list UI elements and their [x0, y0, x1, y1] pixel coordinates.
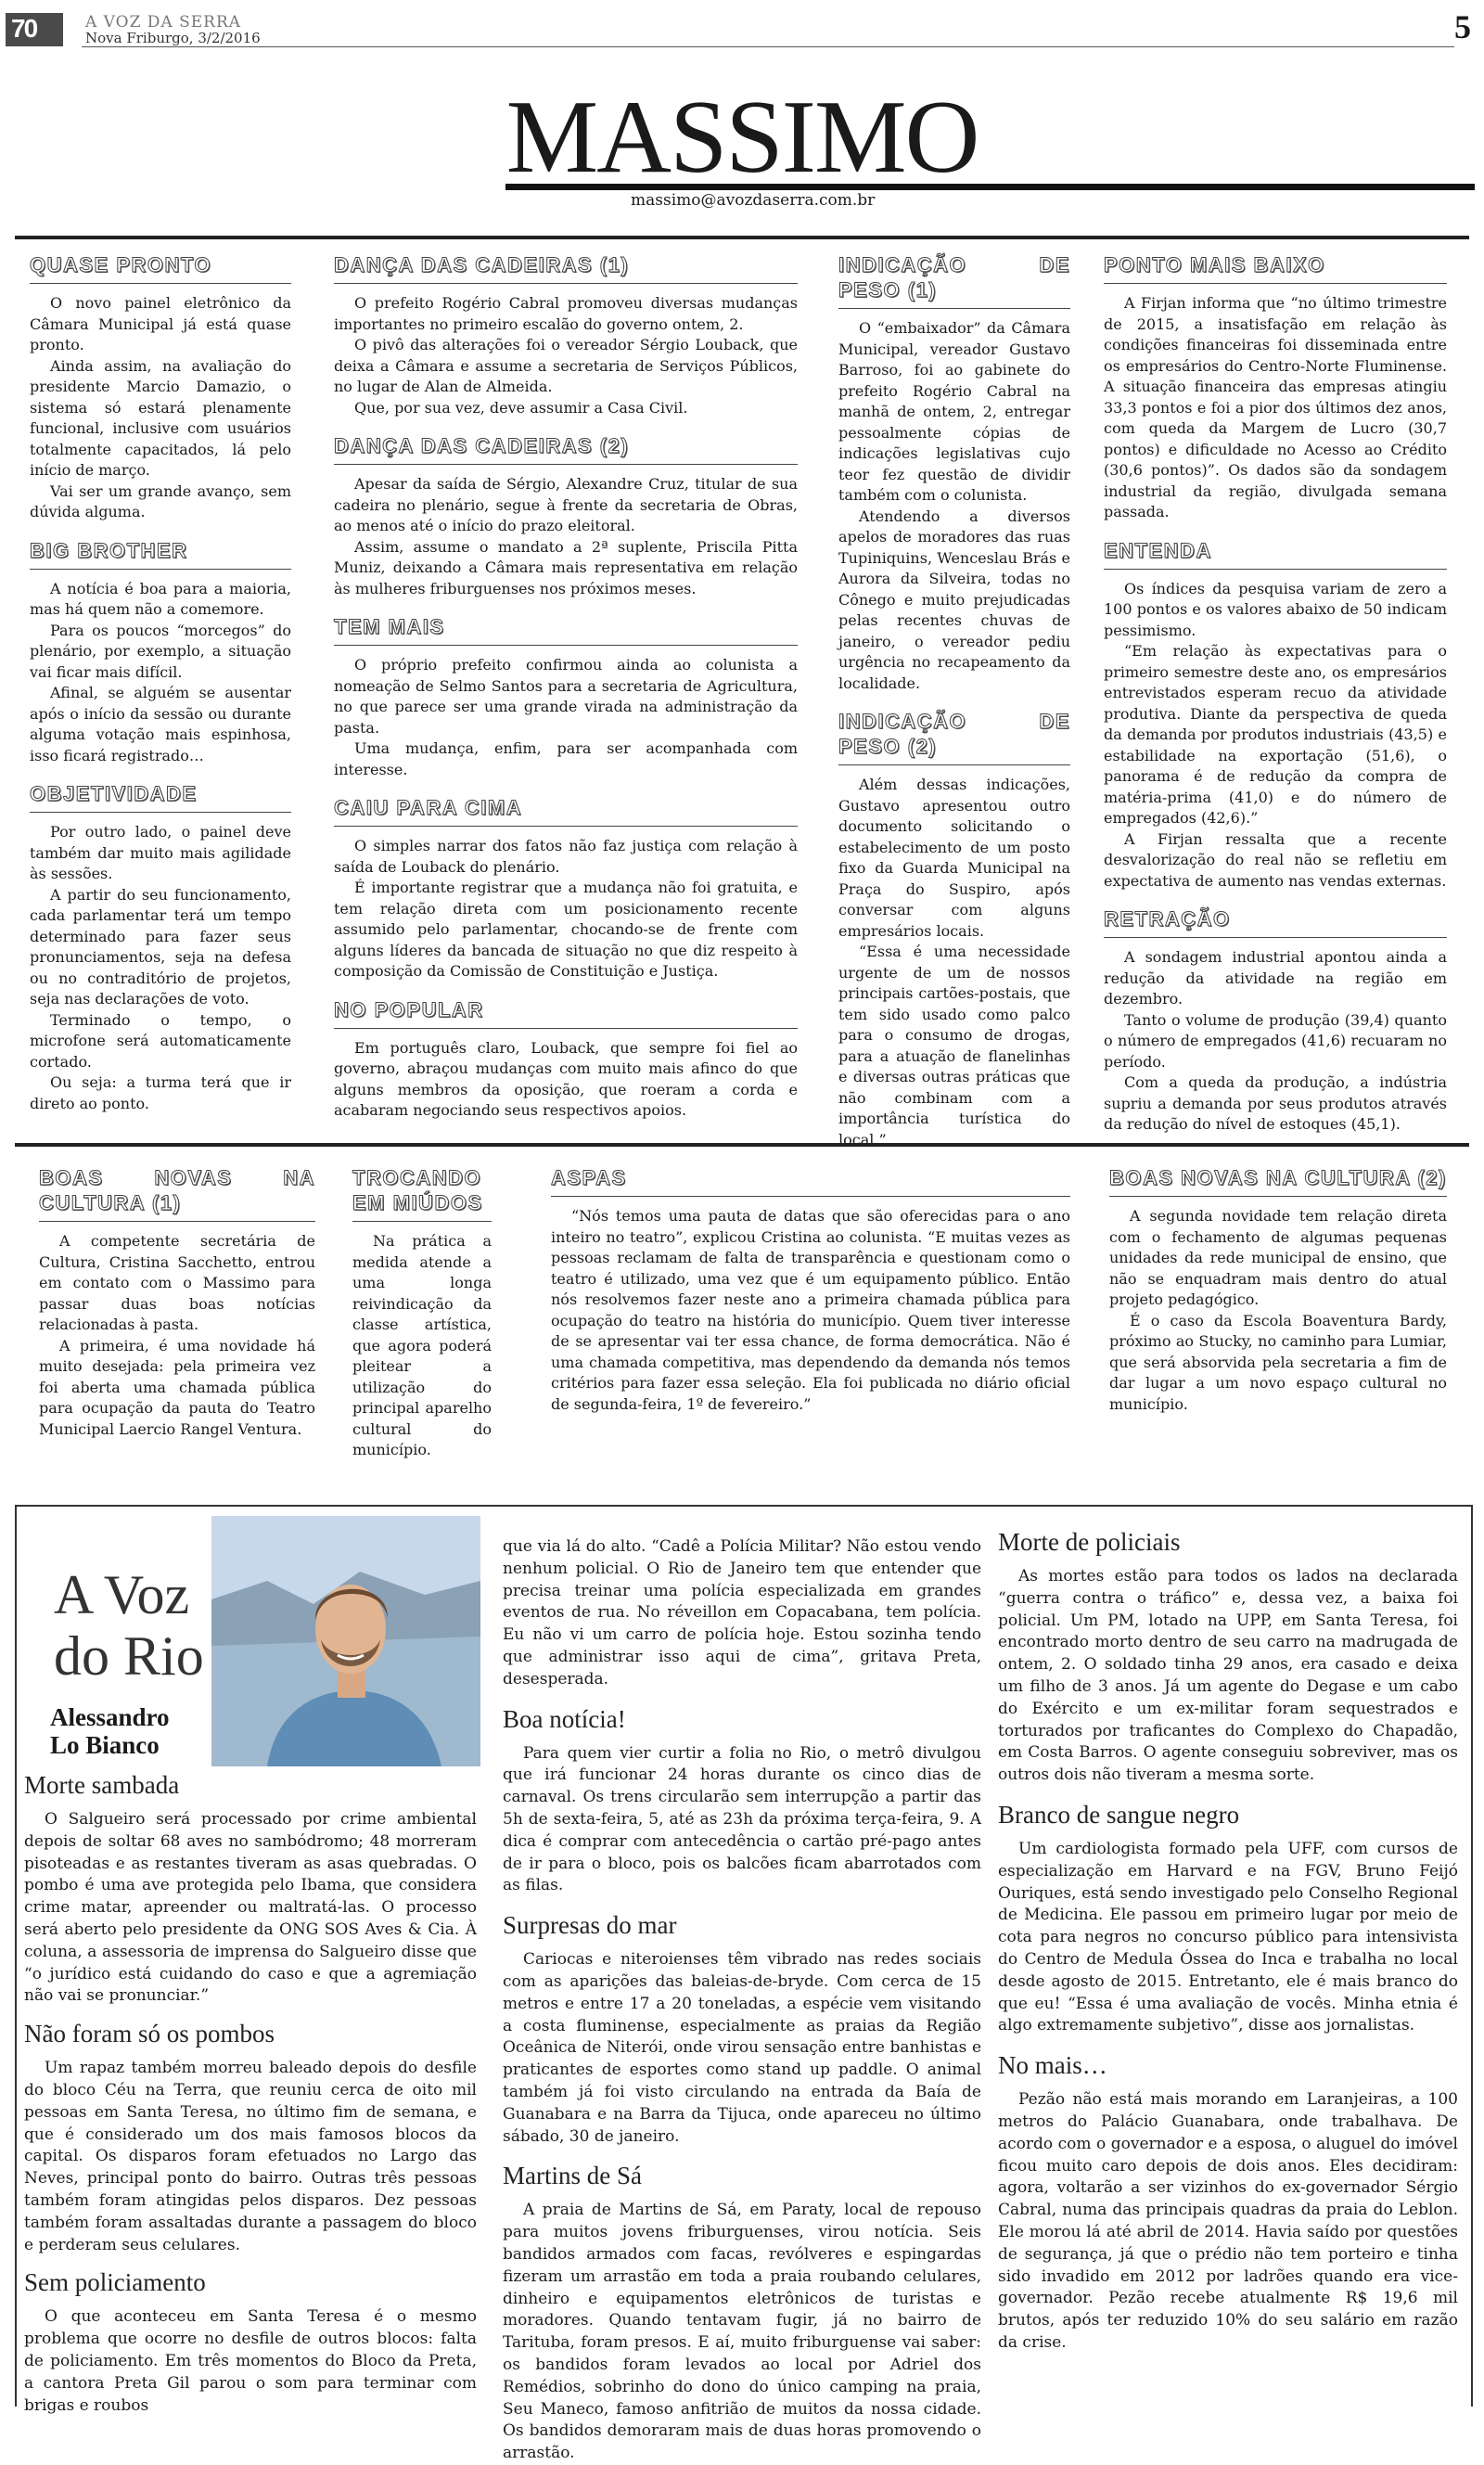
section-heading: BOAS NOVAS NA CULTURA (2)	[1109, 1166, 1447, 1189]
item-heading: Branco de sangue negro	[998, 1800, 1240, 1829]
paragraph: “Nós temos uma pauta de datas que são oferecidas para o ano inteiro no teatro”, explicou Cristina ao colunista. “E muitas vezes as pessoas reclamam de falta de transparência e questionam como o teatro é utilizado, uma vez que é um equipamento público. Então nós resolvemos fazer neste ano a primeira chamada pública para ocupação do teatro na história do município. Quem tiver interesse de se apresentar vai ter essa chance, de forma democrática. Não é uma chamada competitiva, mas dependendo da demanda nós temos critérios para fazer essa seleção. Ela foi publicada no diário oficial de segunda-feira, 1º de fevereiro.”	[551, 1207, 1070, 1413]
paragraph: “Em relação às expectativas para o primeiro semestre deste ano, os empresários entrevistados esperam recuo da atividade produtiva. Diante da perspectiva de queda da demanda por produtos industriais (43,5) e estabilidade na exportação (51,6), o panorama é de redução da compra de matéria-prima (41,0) e do número de empregados (42,6).”	[1104, 642, 1447, 827]
rio-item-nao-foram-so-os-pombos	[24, 2019, 477, 2256]
heading-rule	[334, 645, 798, 646]
paragraph: Apesar da saída de Sérgio, Alexandre Cruz, titular de sua cadeira no plenário, segue à frente da secretaria de Obras, ao menos até o início do prazo eleitoral.	[334, 475, 798, 534]
page-number: 5	[1454, 8, 1471, 45]
paragraph: Um rapaz também morreu baleado depois do desfile do bloco Céu na Terra, que reuniu cerca de oito mil pessoas em Santa Teresa, no último fim de semana, e que é considerado um dos mais famosos blocos da capital. Os disparos foram efetuados no Largo das Neves, principal ponto do bairro. Outras três pessoas também foram atingidas pelos disparos. Dez pessoas também foram assaltadas durante a passagem do bloco e perderam seus celulares.	[24, 2059, 477, 2254]
header-rule	[82, 46, 1454, 47]
paragraph: Um cardiologista formado pela UFF, com cursos de especialização em Harvard e na FGV, Bruno Feijó Ouriques, está sendo investigado pelo Conselho Regional de Medicina. Ele passou em primeiro lugar por meio de cota para negros no concurso público para intensivista do Centro de Medula Óssea do Inca e trabalha no local desde agosto de 2015. Entretanto, ele é mais branco do que eu! “Essa é uma avaliação de vocês. Minha etnia é algo extremamente subjetivo”, disse aos jornalistas.	[998, 1839, 1458, 2035]
paragraph: A segunda novidade tem relação direta com o fechamento de algumas pequenas unidades da rede municipal de ensino, que não se enquadram mais dentro do atual projeto pedagógico.	[1109, 1207, 1447, 1308]
paragraph: Com a queda da produção, a indústria supriu a demanda por seus produtos através da redução do nível de estoques (45,1).	[1104, 1073, 1447, 1133]
paragraph: As mortes estão para todos os lados na declarada “guerra contra o tráfico” e, dessa vez, a baixa foi policial. Um PM, lotado na UPP, em Santa Teresa, foi encontrado morto dentro de seu carro na madrugada de ontem, 2. O soldado tinha 29 anos, era casado e deixa um filho de 3 anos. Já um agente do Degase e um cabo do Exército e um ex-militar foram sequestrados e torturados por traficantes do Complexo do Chapadão, em Costa Barros. O agente conseguiu sobreviver, mas os outros dois não tiveram a mesma sorte.	[998, 1567, 1458, 1785]
section-danca-das-cadeiras-1	[334, 252, 798, 418]
heading-rule	[1104, 569, 1447, 570]
paragraph: Ou seja: a turma terá que ir direto ao ponto.	[30, 1073, 291, 1112]
newspaper-logo: 70	[6, 13, 63, 46]
item-heading: Não foram só os pombos	[24, 2020, 275, 2048]
paragraph: O que aconteceu em Santa Teresa é o mesmo problema que ocorre no desfile de outros blocos: falta de policiamento. Em três momentos do Bloco da Preta, a cantora Preta Gil parou o som para terminar com brigas e roubos	[24, 2307, 477, 2415]
paragraph: Na prática a medida atende a uma longa reivindicação da classe artística, que agora poderá pleitear a utilização do principal aparelho cultural do município.	[352, 1232, 492, 1458]
rio-item-surpresas-do-mar	[503, 1910, 981, 2148]
rio-item-morte-de-policiais	[998, 1527, 1458, 1787]
rio-column-a	[24, 1770, 477, 2417]
heading-rule	[30, 812, 291, 813]
section-entenda	[1104, 538, 1447, 892]
paragraph: O prefeito Rogério Cabral promoveu diversas mudanças importantes no primeiro escalão do governo ontem, 2.	[334, 294, 798, 333]
column-title: MASSIMO	[505, 80, 979, 195]
paragraph: Em português claro, Louback, que sempre foi fiel ao governo, abraçou mudanças com muito mais afinco do que alguns membros da oposição, que roeram a corda e acabaram negociando seus respectivos apoios.	[334, 1038, 798, 1119]
paragraph: A notícia é boa para a maioria, mas há quem não a comemore.	[30, 579, 291, 618]
paragraph: O novo painel eletrônico da Câmara Municipal já está quase pronto.	[30, 294, 291, 353]
rio-item-morte-sambada	[24, 1770, 477, 2008]
item-heading: Morte de policiais	[998, 1528, 1181, 1556]
section-heading: TEM MAIS	[334, 615, 445, 638]
paragraph: Ainda assim, na avaliação do presidente Marcio Damazio, o sistema só estará plenamente funcional, inclusive com usuários totalmente capacitados, lá pelo início de março.	[30, 356, 291, 479]
section-heading: BIG BROTHER	[30, 538, 188, 562]
section-indicacao-de-peso-2	[838, 709, 1070, 1150]
rio-item-no-mais	[998, 2050, 1458, 2355]
section-no-popular	[334, 997, 798, 1122]
paragraph: Além dessas indicações, Gustavo apresentou outro documento solicitando o estabelecimento de um posto fixo da Guarda Municipal na Praça do Suspiro, após conversar com alguns empresários locais.	[838, 776, 1070, 940]
paragraph: A praia de Martins de Sá, em Paraty, local de repouso para muitos jovens friburguenses, virou notícia. Seis bandidos armados com facas, revólveres e espingardas fizeram um arrastão em toda a praia roubando celulares, dinheiro e equipamentos eletrônicos de turistas e moradores. Quando tentavam fugir, já no bairro de Tarituba, foram presos. E aí, muito friburguense vai saber: os bandidos foram levados ao local por Adriel dos Remédios, sobrinho do dono do único camping na praia, Seu Maneco, famoso anfitrião de muitos da nossa cidade. Os bandidos demoraram mais de duas horas promovendo o arrastão.	[503, 2201, 981, 2463]
paragraph: Uma mudança, enfim, para ser acompanhada com interesse.	[334, 739, 798, 778]
section-quase-pronto	[30, 252, 291, 523]
column-2	[334, 252, 798, 1122]
author-photo	[211, 1516, 480, 1766]
paragraph: Atendendo a diversos apelos de moradores das ruas Tupiniquins, Wenceslau Brás e Aurora da Silveira, todas no Cônego e muito prejudicadas pelas recentes chuvas de janeiro, o vereador pediu urgência no recapeamento da localidade.	[838, 507, 1070, 692]
rio-column-title: A Voz do Rio	[54, 1564, 204, 1687]
section-retracao	[1104, 906, 1447, 1136]
paragraph: O próprio prefeito confirmou ainda ao colunista a nomeação de Selmo Santos para a secretaria de Agricultura, no que parece ser uma grande virada na administração da pasta.	[334, 656, 798, 737]
section-tem-mais	[334, 614, 798, 780]
paragraph: Que, por sua vez, deve assumir a Casa Civil.	[354, 398, 688, 417]
section-heading: ENTENDA	[1104, 538, 1212, 562]
item-heading: Sem policiamento	[24, 2268, 206, 2297]
section-aspas	[551, 1165, 1070, 1415]
heading-rule	[30, 283, 291, 284]
section-boas-novas-2	[1109, 1165, 1447, 1415]
section-heading: INDICAÇÃO DE PESO (2)	[838, 710, 1070, 758]
paragraph: A sondagem industrial apontou ainda a redução da atividade na região em dezembro.	[1104, 948, 1447, 1008]
section-danca-das-cadeiras-2	[334, 433, 798, 599]
paragraph: A Firjan ressalta que a recente desvalorização do real não se refletiu em expectativa de aumento nas vendas externas.	[1104, 829, 1447, 890]
heading-rule	[1109, 1196, 1447, 1197]
section-big-brother	[30, 538, 291, 767]
rio-item-continuation	[503, 1536, 981, 1691]
heading-rule	[838, 308, 1070, 309]
heading-rule	[838, 764, 1070, 765]
heading-rule	[352, 1221, 492, 1222]
section-heading: BOAS NOVAS NA CULTURA (1)	[39, 1166, 315, 1214]
heading-rule	[30, 569, 291, 570]
paragraph: O “embaixador” da Câmara Municipal, vereador Gustavo Barroso, foi ao gabinete do prefeito Rogério Cabral na manhã de ontem, 2, entregar pessoalmente cópias de indicações legislativas cujo teor fez questão de dividir também com o colunista.	[838, 319, 1070, 504]
paragraph: Para os poucos “morcegos” do plenário, por exemplo, a situação vai ficar mais difícil.	[30, 621, 291, 681]
dateline: Nova Friburgo, 3/2/2016	[85, 30, 261, 46]
section-heading: RETRAÇÃO	[1104, 907, 1231, 931]
title-rule	[505, 184, 1475, 190]
paragraph: É importante registrar que a mudança não foi gratuita, e tem relação direta com um posicionamento recente assumido pelo parlamentar, chocando-se de frente com alguns líderes da bancada de situação no que diz respeito à composição da Comissão de Constituição e Justiça.	[334, 879, 798, 980]
column-3	[838, 252, 1070, 1150]
section-ponto-mais-baixo	[1104, 252, 1447, 523]
section-trocando-em-miudos	[352, 1165, 492, 1461]
section-divider-middle	[15, 1143, 1469, 1147]
paragraph: Assim, assume o mandato a 2ª suplente, Priscila Pitta Muniz, deixando a Câmara mais representativa em relação às mulheres friburguenses nos próximos meses.	[334, 537, 798, 597]
rio-item-martins-de-sa	[503, 2161, 981, 2465]
item-heading: No mais…	[998, 2051, 1107, 2080]
paragraph: Pezão não está mais morando em Laranjeiras, a 100 metros do Palácio Guanabara, onde trabalhava. De acordo com o governador e a esposa, o aluguel do imóvel ficou muito caro depois de dois anos. Eles decidiram: agora, voltarão a ser vizinhos do ex-governador Sérgio Cabral, numa das principais quadras da praia do Leblon. Ele morou lá até abril de 2014. Havia saído por questões de segurança, já que o prédio não tem porteiro e tinha sido invadido em 2012 por ladrões quando era vice-governador. Pezão recebe atualmente R$ 19,6 mil brutos, após ter reduzido 10% do seu salário em razão da crise.	[998, 2090, 1458, 2352]
paragraph: O simples narrar dos fatos não faz justiça com relação à saída de Louback do plenário.	[334, 837, 798, 876]
section-heading: INDICAÇÃO DE PESO (1)	[838, 253, 1070, 302]
paragraph: A Firjan informa que “no último trimestre de 2015, a insatisfação em relação às condições financeiras foi disseminada entre os empresários do Centro-Norte Fluminense. A situação financeira das empresas atingiu 33,3 pontos e foi a pior dos últimos dez anos, com queda da Margem de Lucro (30,7 pontos) e dificuldade no Acesso ao Crédito (30,6 pontos)”. Os dados são da sondagem industrial da região, divulgada semana passada.	[1104, 294, 1447, 520]
item-heading: Martins de Sá	[503, 2162, 642, 2190]
paragraph: Terminado o tempo, o microfone será automaticamente cortado.	[30, 1010, 291, 1071]
heading-rule	[334, 283, 798, 284]
author-name: Alessandro Lo Bianco	[50, 1703, 170, 1759]
rio-column-c	[998, 1527, 1458, 2355]
paragraph: É o caso da Escola Boaventura Bardy, próximo ao Stucky, no caminho para Lumiar, que será absorvida pela secretaria a fim de dar lugar a um novo espaço cultural no município.	[1109, 1311, 1447, 1413]
author-portrait-icon	[211, 1516, 480, 1766]
paragraph: Por outro lado, o painel deve também dar muito mais agilidade às sessões.	[30, 823, 291, 882]
section-objetividade	[30, 781, 291, 1114]
heading-rule	[551, 1196, 1070, 1197]
section-caiu-para-cima	[334, 795, 798, 982]
heading-rule	[39, 1221, 315, 1222]
paragraph: O Salgueiro será processado por crime ambiental depois de soltar 68 aves no sambódromo; 48 morreram pisoteadas e as restantes tiveram as asas quebradas. O pombo é uma ave protegida pelo Ibama, que considera crime matar, apreender ou maltratá-las. O processo será aberto pelo presidente da ONG SOS Aves & Cia. À coluna, a assessoria de imprensa do Salgueiro disse que “o jurídico está cuidando do caso e que a agremiação não vai se pronunciar.”	[24, 1810, 477, 2006]
publication-name: A VOZ DA SERRA	[85, 13, 242, 32]
item-heading: Morte sambada	[24, 1771, 180, 1799]
item-heading: Surpresas do mar	[503, 1911, 677, 1940]
paragraph: Afinal, se alguém se ausentar após o início da sessão ou durante alguma votação mais espinhosa, isso ficará registrado…	[30, 684, 291, 764]
section-heading: CAIU PARA CIMA	[334, 796, 523, 819]
section-heading: NO POPULAR	[334, 997, 484, 1021]
paragraph: Tanto o volume de produção (39,4) quanto o número de empregados (41,6) recuaram no período.	[1104, 1010, 1447, 1071]
section-heading: DANÇA DAS CADEIRAS (2)	[334, 434, 630, 457]
section-heading: PONTO MAIS BAIXO	[1104, 253, 1325, 276]
section-divider-top	[15, 236, 1469, 239]
paragraph: que via lá do alto. “Cadê a Polícia Militar? Não estou vendo nenhum policial. O Rio de Janeiro tem que entender que precisa treinar uma polícia especializada em grandes eventos de rua. No réveillon em Copacabana, tem polícia. Eu não vi um carro de polícia hoje. Estou sozinha tendo que administrar isso aqui de cima”, gritava Preta, desesperada.	[503, 1537, 981, 1688]
section-indicacao-de-peso-1	[838, 252, 1070, 694]
paragraph: Para quem vier curtir a folia no Rio, o metrô divulgou que irá funcionar 24 horas durante os cinco dias de carnaval. Os trens circularão sem interrupção a partir das 5h de sexta-feira, 5, até as 23h da próxima terça-feira, 9. A dica é comprar com antecedência o cartão pré-pago antes de ir para o bloco, pois os balcões ficam abarrotados com as filas.	[503, 1743, 981, 1895]
rio-column-b	[503, 1536, 981, 2465]
paragraph: Os índices da pesquisa variam de zero a 100 pontos e os valores abaixo de 50 indicam pessimismo.	[1104, 579, 1447, 639]
heading-rule	[1104, 283, 1447, 284]
column-email[interactable]: massimo@avozdaserra.com.br	[631, 191, 876, 210]
heading-rule	[334, 826, 798, 827]
heading-rule	[334, 464, 798, 465]
section-heading: TROCANDO EM MIÚDOS	[352, 1166, 483, 1214]
section-heading: DANÇA DAS CADEIRAS (1)	[334, 253, 630, 276]
section-heading: QUASE PRONTO	[30, 253, 212, 276]
paragraph: Cariocas e niteroienses têm vibrado nas redes sociais com as aparições das baleias-de-bryde. Com cerca de 15 metros e entre 17 a 20 toneladas, a espécie vem visitando a costa fluminense, especialmente as praias da Região Oceânica de Niterói, onde virou sensação entre banhistas e praticantes de esportes como stand up paddle. O animal também já foi visto circulando na entrada da Baía de Guanabara e na Barra da Tijuca, onde apareceu no último sábado, 30 de janeiro.	[503, 1950, 981, 2146]
section-heading: OBJETIVIDADE	[30, 782, 198, 805]
paragraph: Vai ser um grande avanço, sem dúvida alguma.	[30, 481, 291, 520]
item-heading: Boa notícia!	[503, 1704, 626, 1733]
column-4	[1104, 252, 1447, 1136]
rio-item-sem-policiamento	[24, 2267, 477, 2417]
section-heading: ASPAS	[551, 1166, 627, 1189]
paragraph: “Essa é uma necessidade urgente de um de nossos principais cartões-postais, que tem sido usado como palco para o consumo de drogas, para a atuação de flanelinhas e diversas outras práticas que não combinam com a importância turística do local.”	[838, 943, 1070, 1149]
paragraph: O pivô das alterações foi o vereador Sérgio Louback, que deixa a Câmara e assume a secretaria de Serviços Públicos, no lugar de Alan de Almeida.	[334, 336, 798, 395]
section-boas-novas-1	[39, 1165, 315, 1440]
paragraph: A partir do seu funcionamento, cada parlamentar terá um tempo determinado para fazer seus pronunciamentos, seja na defesa ou no contraditório de projetos, seja nas declarações de voto.	[30, 885, 291, 1008]
paragraph: A competente secretária de Cultura, Cristina Sacchetto, entrou em contato com o Massimo para passar duas boas notícias relacionadas à pasta.	[39, 1232, 315, 1333]
heading-rule	[334, 1028, 798, 1029]
heading-rule	[1104, 937, 1447, 938]
paragraph: A primeira, é uma novidade há muito desejada: pela primeira vez foi aberta uma chamada pública para ocupação da pauta do Teatro Municipal Laercio Rangel Ventura.	[39, 1336, 315, 1438]
rio-item-branco-de-sangue-negro	[998, 1800, 1458, 2037]
rio-item-boa-noticia	[503, 1704, 981, 1898]
column-1	[30, 252, 291, 1114]
